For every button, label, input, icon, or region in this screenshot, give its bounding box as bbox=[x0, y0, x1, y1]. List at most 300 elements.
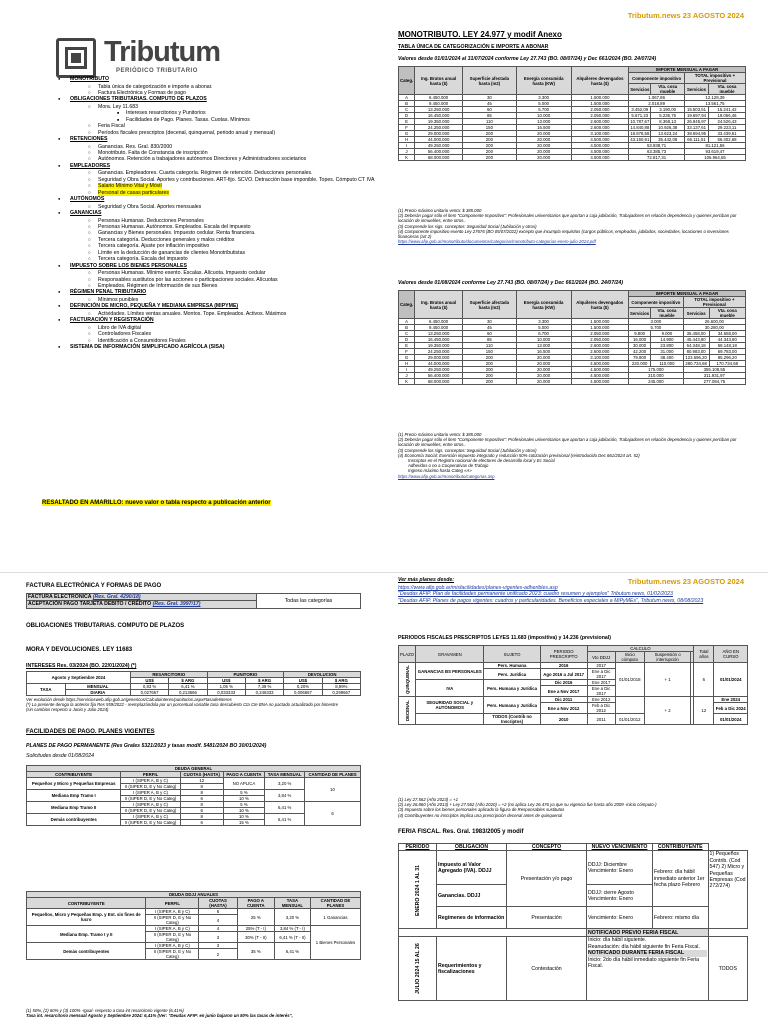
table-cell: 31.000 bbox=[651, 349, 684, 355]
table-cell: 29.000.000 bbox=[415, 131, 463, 137]
table-cell: 10.000 bbox=[516, 337, 571, 343]
table-cell: 38.694,95 bbox=[685, 131, 709, 137]
table-cell: 1,05 % bbox=[207, 684, 245, 690]
table-cell: 20.000 bbox=[516, 143, 571, 149]
table-cell bbox=[399, 929, 587, 937]
table-cell: 85 bbox=[463, 337, 517, 343]
table-cell: PERFIL bbox=[121, 772, 180, 778]
table-cell: 20.000 bbox=[516, 131, 571, 137]
mono-notes-2 bbox=[398, 432, 748, 479]
toc-item[interactable] bbox=[0, 96, 395, 102]
table-cell: Componente impositivo bbox=[629, 73, 685, 84]
mono-period-1: Valores desde 01/01/2024 al 31/07/2024 conforme Ley 27.743 (BO. 08/07/24) y Dec 661/2024 (BO. 24/07/24) bbox=[398, 56, 657, 62]
note-line: (1) Precio máximo unitario venta: $ 385.000 bbox=[398, 432, 482, 437]
table-cell: Ene a Dic 2017 bbox=[587, 669, 615, 680]
table-cell: Dic 2016 bbox=[540, 680, 587, 686]
table-cell: 56.400.000 bbox=[415, 149, 463, 155]
table-cell: 12 bbox=[180, 778, 223, 784]
toc-item-label: Ganancias y Bienes personales. Impuesto cedular. Renta financiera. bbox=[98, 230, 256, 237]
toc-item-label: Ganancias. Res. Gral. 830/2000 bbox=[98, 143, 173, 150]
table-cell: Feb a Dic 2024 bbox=[714, 703, 748, 714]
table-cell: TOTAL impositivo + Previsional bbox=[685, 73, 746, 84]
table-cell: 56.402,68 bbox=[709, 137, 746, 143]
table-cell: I (SIPER A, B y C) bbox=[146, 926, 199, 932]
table-cell: AÑO EN CURSO bbox=[714, 646, 748, 663]
intereses-title: INTERESES Res. 03/2024 (BO. 22/01/2024) (*) bbox=[26, 663, 137, 669]
toc-item-label: AUTÓNOMOS bbox=[70, 196, 105, 203]
table-cell: 33.137,61 bbox=[685, 125, 709, 131]
table-cell: 01/01/2018 bbox=[615, 663, 644, 697]
table-cell: 10.926,38 bbox=[651, 125, 685, 131]
table-cell: Agosto y Septiembre 2024 bbox=[27, 672, 131, 684]
table-cell: 2.600.000 bbox=[571, 125, 629, 131]
table-cell: 2017 bbox=[587, 663, 615, 669]
table-cell: GANANCIAS BS PERSONALES bbox=[416, 663, 484, 680]
table-cell: 20.000 bbox=[516, 149, 571, 155]
table-cell: TASA bbox=[27, 684, 66, 696]
table-cell: 10 % bbox=[223, 814, 265, 820]
table-cell: 175.000 bbox=[629, 367, 684, 373]
toc-item-label: Mínimos punibles bbox=[98, 296, 139, 303]
table-cell: 01/01/2024 bbox=[714, 663, 748, 697]
table-cell: CONTRIBUYENTE bbox=[653, 844, 709, 851]
table-cell: 6 bbox=[180, 796, 223, 802]
toc-item-label: Personas Humanas. Mínimo exento. Escalas. Alícuota. Impuesto cedular bbox=[98, 270, 266, 277]
table-cell: SUJETO bbox=[484, 646, 540, 663]
table-cell: Servicios bbox=[629, 308, 651, 319]
table-cell: 2.050.000 bbox=[571, 331, 629, 337]
table-cell: 5.235,75 bbox=[651, 113, 685, 119]
deuda-ddjj-table bbox=[26, 891, 361, 960]
toc-item-label: Factura Electrónica y Formas de pago bbox=[98, 90, 186, 96]
facil-since: Solicitudes desde 01/08/2024 bbox=[26, 753, 95, 759]
table-cell: 2.050.000 bbox=[571, 107, 629, 113]
table-cell: 200 bbox=[463, 149, 517, 155]
fact-table bbox=[26, 593, 361, 609]
table-cell: 220.000 bbox=[629, 361, 651, 367]
table-cell: CALCULO bbox=[587, 646, 694, 652]
table-cell: 56.400.000 bbox=[415, 373, 463, 379]
table-cell: 30% (T - II) bbox=[237, 932, 274, 943]
table-cell: CUOTAS (HASTA) bbox=[199, 898, 237, 909]
toc-item-label: Intereses resarcitorios y Punitorios bbox=[126, 110, 206, 117]
table-cell: 0,033333 bbox=[207, 690, 245, 696]
table-cell: US$ bbox=[207, 678, 245, 684]
table-cell: 29.223,11 bbox=[709, 125, 746, 131]
table-cell: 16.450.000 bbox=[415, 113, 463, 119]
table-cell: 16.000 bbox=[629, 337, 651, 343]
table-cell: K bbox=[399, 155, 415, 161]
toc-item-label: Tercera categoría. Deducciones generales y malos créditos bbox=[98, 236, 235, 243]
table-cell: Vencimiento: Enero bbox=[587, 907, 653, 929]
brand-tagline: PERIÓDICO TRIBUTARIO bbox=[116, 68, 198, 74]
table-cell: 35.442,08 bbox=[651, 137, 685, 143]
table-cell: DEUDA DDJJ ANUALES bbox=[27, 892, 361, 898]
table-cell: Ing. Brutos anual hasta ($) bbox=[415, 291, 463, 319]
table-cell: TASA MENSUAL bbox=[274, 898, 310, 909]
note-line: Adheridos o no a Cooperativas de Trabajo bbox=[408, 463, 489, 469]
table-cell: 19.350.000 bbox=[415, 119, 463, 125]
toc-item-label: FACTURACIÓN Y REGISTRACIÓN bbox=[70, 317, 154, 324]
table-cell: 277.084,75 bbox=[683, 379, 745, 385]
table-cell: 200 bbox=[463, 355, 517, 361]
table-cell: 93.619,47 bbox=[685, 149, 746, 155]
mono-title: MONOTRIBUTO. LEY 24.977 y modif Anexo bbox=[398, 30, 562, 39]
table-cell: 25% (T - I) bbox=[237, 926, 274, 932]
note-line: (1) Precio máximo unitario venta: $ 385.000 bbox=[398, 208, 482, 213]
table-cell: 35 % bbox=[237, 943, 274, 960]
table-of-contents bbox=[0, 76, 395, 352]
table-cell: 2.600.000 bbox=[571, 343, 629, 349]
table-cell: 6 bbox=[180, 808, 223, 814]
table-cell: 200 bbox=[463, 379, 517, 385]
toc-item-label: Seguridad y Obra Social. Aportes mensuales bbox=[98, 203, 202, 210]
table-cell: DDJJ: cierre Agosto Vencimiento: Enero bbox=[587, 885, 653, 907]
table-cell: 4.500.000 bbox=[571, 373, 629, 379]
table-cell: 8 bbox=[180, 814, 223, 820]
ver-link-1[interactable]: https://www.afip.gob.ar/misfacilidades/planes-vigentes-adheribles.asp bbox=[398, 585, 558, 591]
table-cell: 3.100.000 bbox=[571, 355, 629, 361]
toc-item[interactable] bbox=[0, 76, 395, 82]
table-cell: 4 bbox=[199, 926, 237, 932]
table-cell: 16.500 bbox=[516, 349, 571, 355]
table-cell: I bbox=[399, 367, 415, 373]
brand-name: Tributum bbox=[104, 36, 221, 68]
table-cell: C bbox=[399, 331, 415, 337]
table-cell: 2.050.000 bbox=[571, 113, 629, 119]
table-cell: II (SIPER D, E y No Categ) bbox=[121, 796, 180, 802]
table-cell: Categ. bbox=[399, 67, 415, 95]
table-cell: 3,84 % (T - I) bbox=[274, 926, 310, 932]
table-cell: 6,41 % bbox=[265, 814, 305, 826]
table-cell: Ing. Brutos anual hasta ($) bbox=[415, 67, 463, 95]
note-line: (2) Deberán pagar sólo el ítem "Componente Impositivo": Profesionales universitarios que aportan a caja jubilación, Trabajadores en relación dependencia y quienes perciban por locación de inmuebles, entre otros.. bbox=[398, 213, 737, 224]
table-cell: 34.658,00 bbox=[709, 331, 745, 337]
table-cell: Servicios bbox=[629, 84, 651, 95]
mono-notes-1 bbox=[398, 208, 748, 244]
table-cell: 9.450.000 bbox=[415, 325, 463, 331]
table-cell: 19.697,94 bbox=[685, 113, 709, 119]
table-cell: Ene 2024 bbox=[714, 697, 748, 703]
note-line: (4) Componente impositivo exento Ley 27676 (BO 05/07/2022) excepto que incumpla requisitos (cargos públicos, empleados, jubilados, sociedades, locaciones o inversiones financieras (art 2) bbox=[398, 228, 729, 240]
table-cell: 64.348,18 bbox=[683, 343, 709, 349]
table-cell: 280.734,68 bbox=[683, 361, 709, 367]
table-cell: 4 bbox=[199, 915, 237, 926]
table-cell: 80.983,00 bbox=[683, 349, 709, 355]
table-cell: 0,20% bbox=[284, 684, 322, 690]
table-cell: $ ARG bbox=[245, 678, 283, 684]
table-cell: 0,213666 bbox=[169, 690, 207, 696]
note-line: Inscriptos en el Registro nacional de efectores de desarrollo local y Ec Social bbox=[408, 458, 555, 464]
table-cell: 10 % bbox=[223, 808, 265, 814]
table-cell: I (SIPER A, B y C) bbox=[121, 778, 180, 784]
table-cell: US$ bbox=[284, 678, 322, 684]
table-row bbox=[399, 937, 748, 1001]
table-cell: 69.783,00 bbox=[709, 349, 745, 355]
toc-item-label: Tercera categoría. Ajuste por inflación impositivo bbox=[98, 243, 210, 250]
table-cell: 2.600.000 bbox=[571, 349, 629, 355]
table-cell: 6.450.000 bbox=[415, 319, 463, 325]
table-cell: NUEVO VENCIMIENTO bbox=[587, 844, 653, 851]
table-cell: 3,20 % bbox=[265, 778, 305, 790]
table-cell: 53.938,71 bbox=[629, 143, 685, 149]
table-cell: 5.700 bbox=[629, 325, 684, 331]
table-cell bbox=[416, 714, 484, 725]
toc-item[interactable] bbox=[0, 289, 395, 295]
table-cell: Servicios bbox=[683, 308, 709, 319]
ver-link-2[interactable]: "Deudas AFIP. Plan de facilidades permanente unificado 2023: cuadro resumen y ejemplos" Tributum.news, 01/02/2023 bbox=[398, 591, 673, 598]
presc-table bbox=[398, 645, 748, 725]
table-cell: 6.700 bbox=[516, 107, 571, 113]
table-cell: 4.500.000 bbox=[571, 155, 629, 161]
table-cell: 26.600,00 bbox=[683, 319, 745, 325]
table-row bbox=[399, 929, 748, 937]
table-cell: 6,41 % bbox=[265, 802, 305, 814]
table-cell: Ene a Dic 2017 bbox=[587, 686, 615, 697]
table-cell: 106.964,65 bbox=[685, 155, 746, 161]
table-cell: 12.128,39 bbox=[685, 95, 746, 101]
table-cell: 24.250.000 bbox=[415, 125, 463, 131]
table-cell: 20.000 bbox=[516, 355, 571, 361]
table-cell: 0,246333 bbox=[245, 690, 283, 696]
table-cell: Ene a Nov 2012 bbox=[540, 703, 587, 714]
toc-item-label: GANANCIAS bbox=[70, 210, 102, 217]
table-cell: 1 Bienes Personales bbox=[310, 926, 360, 960]
table-cell: MENSUAL bbox=[65, 684, 130, 690]
table-cell: Pers. Jurídica bbox=[484, 669, 540, 680]
table-cell: B bbox=[399, 101, 415, 107]
table-cell: Suspensión o interrupción bbox=[644, 652, 690, 663]
table-cell: 1 Ganancias bbox=[310, 909, 360, 926]
table-cell: CUOTAS (HASTA) bbox=[180, 772, 223, 778]
table-cell: 33.439,61 bbox=[709, 131, 746, 137]
toc-item[interactable] bbox=[0, 196, 395, 202]
toc-item-label: Monotributo. Falta de Constancia de inscripción bbox=[98, 150, 208, 157]
table-cell: A bbox=[399, 319, 415, 325]
table-cell: J bbox=[399, 373, 415, 379]
table-cell: 1) Pequeños Contrib. (Cod 547) 2) Micro y Pequeñas Empresas (Cod 272/274) bbox=[708, 851, 747, 929]
table-cell: 3 bbox=[199, 943, 237, 949]
table-cell: 20.000 bbox=[516, 367, 571, 373]
table-cell: 45 bbox=[463, 325, 517, 331]
table-cell: 85.296,20 bbox=[709, 355, 745, 361]
table-cell: 1.500.000 bbox=[571, 101, 629, 107]
table-cell: Servicios bbox=[685, 84, 709, 95]
table-cell: Vta. cosa mueble bbox=[651, 84, 685, 95]
table-cell: TODOS bbox=[708, 937, 747, 1001]
table-cell: Componente impositivo bbox=[629, 297, 684, 308]
presc-notes: (1) Ley 27.562 (Año 2023) = +1 (2) Ley 26.860 (Año 2013) + Ley 27.562 (Año 2020) = +2 (no aplica Ley 26.476 ya que su vigencia fue hasta año 2009 -inicio cómputo-) (3) Impuesto sobre los bienes personales aplicado la figura de Responsables sustitutos (4) Contribuyentes no inscriptos implica una prescripción decenal antes de quinquenal bbox=[398, 797, 657, 818]
table-cell: 38.400 bbox=[651, 355, 684, 361]
table-cell: 10.787,67 bbox=[630, 119, 650, 124]
table-cell: 8 bbox=[180, 790, 223, 796]
table-cell: FACTURA ELECTRÓNICA (Res. Gral. 4290/18) bbox=[27, 594, 257, 601]
table-cell: 72.817,31 bbox=[629, 155, 685, 161]
table-cell: 23.800 bbox=[651, 343, 684, 349]
table-cell: CONCEPTO bbox=[507, 844, 587, 851]
toc-item-label: Mora. Ley 11.683 bbox=[98, 104, 138, 110]
table-cell: 60 bbox=[463, 107, 517, 113]
table-cell: IMPORTE MENSUAL A PAGAR bbox=[629, 291, 746, 297]
table-cell: 5 % bbox=[223, 790, 265, 796]
table-cell: Alquileres devengados hasta ($) bbox=[571, 291, 629, 319]
table-cell: 3.100.000 bbox=[571, 131, 629, 137]
table-cell: 4.500.000 bbox=[571, 149, 629, 155]
toc-item-label: Ganancias. Empleadores. Cuarta categoría. Régimen de retención. Deducciones personales. bbox=[98, 170, 313, 177]
table-cell: CANTIDAD DE PLANES bbox=[305, 772, 361, 778]
intereses-notes: Ver evolución desde https://serviciosweb.afip.gob.ar/genericos/Calculointeres/punitorios.aspx#tasadeInteres (*) La presente deroga la anterior fija Res 559/2022 - reemplazándola por un porcentual variable tasa descubierto Cta Cte BNA no pactado actualizado por bimestre (sin cambios respecto a Junio y Julio 2024) bbox=[26, 697, 339, 713]
table-cell: 3.452,09 bbox=[629, 107, 651, 113]
table-cell: RESARCITORIO bbox=[130, 672, 207, 678]
table-cell: 8.368,13 bbox=[651, 119, 685, 125]
table-cell: NOTIFICADO PREVIO FERIA FISCAL bbox=[587, 929, 709, 937]
ver-link-3[interactable]: "Deudas AFIP. Planes de pagos vigentes: cuadros y particularidades. Beneficios especiales a MiPyMEs", Tributum.news, 08/08/2023 bbox=[398, 597, 704, 604]
table-cell: 5.000 bbox=[516, 101, 571, 107]
table-cell: Vta. cosa mueble bbox=[709, 308, 745, 319]
note-line: (3) Comprende los sigs. conceptos: Seguridad Social (Jubilación y otros) bbox=[398, 223, 537, 229]
toc-item[interactable] bbox=[0, 163, 395, 169]
table-cell: 7,39 % bbox=[245, 684, 283, 690]
table-cell: 19.066,46 bbox=[709, 113, 746, 119]
table-cell: 8,99% bbox=[322, 684, 360, 690]
table-cell: Regímenes de información bbox=[437, 907, 507, 929]
table-cell: D bbox=[399, 113, 415, 119]
table-cell: I bbox=[399, 143, 415, 149]
toc-item-label: Tercera categoría. Escala del impuesto bbox=[98, 256, 188, 263]
presc-title: PERIODOS FISCALES PRESCRIPTOS LEYES 11.683 (impositiva) y 14.236 (previsional) bbox=[398, 635, 611, 641]
table-cell: JULIO 2024 15 AL 26 bbox=[399, 937, 437, 1001]
toc-item-label: Tabla única de categorización e importe a abonar. bbox=[98, 83, 213, 90]
toc-item[interactable] bbox=[0, 263, 395, 269]
table-cell: Alquileres devengados hasta ($) bbox=[571, 67, 629, 95]
table-cell: 49.250.000 bbox=[415, 367, 463, 373]
toc-item-label: Controladores Fiscales bbox=[98, 331, 152, 338]
facil-notes: (1) 50%, (2) 60% y (3) 100% -Igual- respecto a tasa int resarcitorio vigente (6,41%) Tasa int. resarcitorio mensual Agosto y Septiembre 2024: 6,41% (Ver: "Deudas AFIP: en junio bajaron un 50% las tasas de interés", bbox=[26, 1008, 293, 1019]
table-cell: Vto DDJJ bbox=[587, 652, 615, 663]
table-cell: 2010 bbox=[540, 714, 587, 725]
table-cell: 210.000 bbox=[629, 373, 684, 379]
table-cell: 3.000 bbox=[629, 319, 684, 325]
table-cell: 110 bbox=[463, 343, 517, 349]
table-cell: PUNITORIO bbox=[207, 672, 284, 678]
table-cell: 6.450.000 bbox=[415, 95, 463, 101]
table-cell: 20.000 bbox=[516, 373, 571, 379]
toc-item-label: SISTEMA DE INFORMACIÓN SIMPLIFICADO AGRÍCOLA (SISA) bbox=[70, 344, 225, 351]
mono-row bbox=[399, 155, 746, 161]
toc-item-label: IMPUESTO SOBRE LOS BIENES PERSONALES bbox=[70, 262, 187, 269]
toc-item-label: Salario Mínimo Vital y Móvil bbox=[98, 183, 162, 190]
table-cell: 16.450.000 bbox=[415, 337, 463, 343]
table-cell: 200 bbox=[463, 137, 517, 143]
toc-item-label: Libro de IVA digital bbox=[98, 324, 141, 331]
table-cell: OBLIGACIÓN bbox=[437, 844, 507, 851]
table-cell: 2.600.000 bbox=[571, 119, 629, 125]
table-cell: 200 bbox=[463, 131, 517, 137]
table-cell: Vta. cosa mueble bbox=[651, 308, 684, 319]
table-cell: 13.250.000 bbox=[415, 107, 463, 113]
table-cell: Febrero: día hábil inmediato anterior 1er fecha plazo Febrero bbox=[653, 851, 709, 907]
table-cell: 150 bbox=[463, 349, 517, 355]
table-cell: GRAVAMEN bbox=[416, 646, 484, 663]
table-cell: 45.443,80 bbox=[683, 337, 709, 343]
table-cell: J bbox=[399, 149, 415, 155]
table-cell: 8 bbox=[180, 784, 223, 790]
table-cell: 30 bbox=[463, 319, 517, 325]
table-cell: 26.945,97 bbox=[685, 119, 709, 125]
table-row bbox=[399, 907, 748, 929]
table-cell: 10.000 bbox=[516, 113, 571, 119]
table-cell: 9.800 bbox=[629, 331, 651, 337]
toc-item-label: Feria Fiscal bbox=[98, 123, 125, 130]
table-cell: 200 bbox=[463, 155, 517, 161]
table-cell: 3,84 % bbox=[265, 790, 305, 802]
table-cell: 311.931,97 bbox=[683, 373, 745, 379]
table-cell: TOTAL impositivo + Previsional bbox=[683, 297, 745, 308]
note-line: (3) Comprende los sigs. conceptos: Seguridad Social (Jubilación y otros) bbox=[398, 447, 537, 453]
toc-item-label: Identificación a Consumidores Finales bbox=[98, 337, 186, 344]
toc-item[interactable] bbox=[0, 210, 395, 216]
table-cell: 13.561,75 bbox=[685, 101, 746, 107]
table-cell: 200 bbox=[463, 367, 517, 373]
table-cell: 16.500 bbox=[516, 125, 571, 131]
table-cell: 85 bbox=[463, 113, 517, 119]
table-cell: E bbox=[399, 343, 415, 349]
ver-title: Ver más planes desde: bbox=[398, 577, 455, 583]
table-cell: Demás contribuyentes bbox=[27, 814, 121, 826]
toc-item-label: Seguridad y Obra Social. Aportes y contribuciones. ART-fijo. SCVO. Detracción base imponible. Topes. Cómputo CT IVA bbox=[98, 176, 375, 183]
table-cell: 4.500.000 bbox=[571, 379, 629, 385]
table-cell: Total años bbox=[694, 646, 714, 663]
table-cell: 0,83 % bbox=[130, 684, 168, 690]
oblig-title: OBLIGACIONES TRIBUTARIAS. COMPUTO DE PLAZOS bbox=[26, 623, 185, 629]
toc-item[interactable] bbox=[0, 317, 395, 323]
toc-item-label: Límite en la deducción de ganancias de clientes Monotributistas bbox=[98, 249, 246, 256]
table-cell: II (SIPER D, E y No Categ) bbox=[121, 808, 180, 814]
table-cell: 44.343,80 bbox=[709, 337, 745, 343]
toc-item[interactable] bbox=[0, 136, 395, 142]
table-cell: 60 bbox=[463, 331, 517, 337]
table-cell: Ganancias. DDJJ bbox=[437, 885, 507, 907]
table-cell: QUINQUENAL bbox=[399, 663, 416, 697]
table-cell: Inicio: día hábil siguiente. Reanudación: día hábil siguiente fin Feria Fiscal. NOTIFICADO DURANTE FERIA FISCAL Inicio: 2do día hábil inmediato siguiente fin Feria Fiscal. bbox=[587, 937, 709, 1001]
ver-links bbox=[398, 585, 748, 604]
table-cell: Todas las categorías bbox=[257, 594, 361, 609]
table-cell: DIARIA bbox=[65, 690, 130, 696]
table-cell: C bbox=[399, 107, 415, 113]
table-cell: PERÍODO bbox=[399, 844, 437, 851]
note-line[interactable]: https://www.afip.gob.ar/monotributo/documentos/categorias/monotributo-categorias-enero-julio-2024.pdf bbox=[398, 239, 596, 245]
table-cell: 9.000 bbox=[651, 331, 684, 337]
table-cell: 20.000 bbox=[516, 137, 571, 143]
table-cell: SEGURIDAD SOCIAL y AUTÓNOMOS bbox=[416, 697, 484, 714]
table-cell: 13.000 bbox=[516, 119, 571, 125]
toc-item[interactable] bbox=[0, 303, 395, 309]
facil-title: FACILIDADES DE PAGO. PLANES VIGENTES bbox=[26, 729, 155, 735]
note-line[interactable]: https://www.afip.gob.ar/monotributo/categorias.asp bbox=[398, 473, 495, 479]
table-cell: Febrero: mismo día bbox=[653, 907, 709, 929]
mono-row bbox=[399, 379, 746, 385]
table-cell: CONTRIBUYENTE bbox=[27, 772, 121, 778]
table-cell: 20.000 bbox=[516, 379, 571, 385]
toc-item-label: Facilidades de Pago. Planes. Tasas. Cuotas. Mínimos bbox=[126, 116, 250, 123]
table-cell: Contestación bbox=[507, 937, 587, 1001]
toc-item[interactable] bbox=[0, 344, 395, 350]
header-date-2: Tributum.news 23 AGOSTO 2024 bbox=[627, 577, 744, 586]
table-cell: 20.000 bbox=[516, 155, 571, 161]
feria-table bbox=[398, 843, 748, 1001]
toc-item-label: Personas Humanas. Deducciones Personales bbox=[98, 217, 204, 224]
table-cell: PAGO A CUENTA bbox=[223, 772, 265, 778]
